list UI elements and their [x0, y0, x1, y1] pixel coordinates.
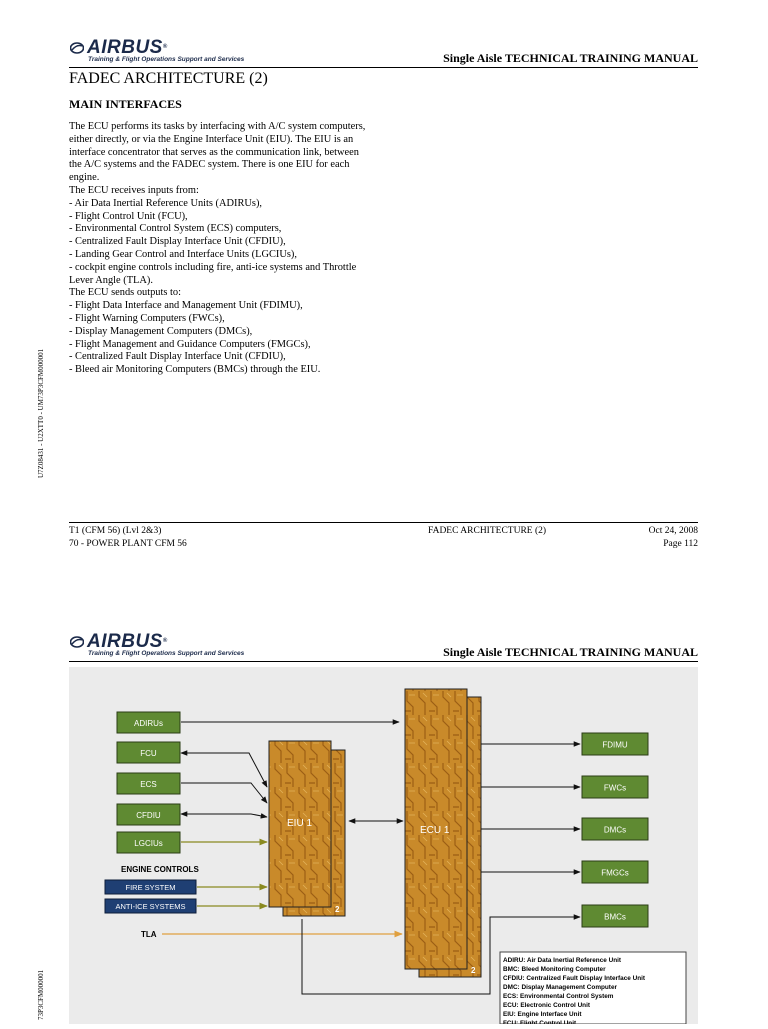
legend-line: DMC: Display Management Computer: [503, 984, 617, 991]
ecu-2-label: 2: [471, 966, 476, 975]
fadec-diagram: [69, 667, 698, 1024]
input-label: ADIRUs: [134, 719, 163, 728]
airbus-logo-2: AIRBUS® Training & Flight Operations Support and Services: [70, 632, 244, 657]
margin-code: U7Z08431 - U2XTT0 - UM73P3CFM000001: [37, 348, 45, 478]
output-label: FMGCs: [601, 868, 629, 878]
manual-title: Single Aisle TECHNICAL TRAINING MANUAL: [443, 51, 698, 65]
eiu-1-label: EIU 1: [287, 818, 313, 829]
body-line: - Display Management Computers (DMCs),: [69, 325, 253, 337]
body-text: [69, 121, 389, 377]
section-heading: MAIN INTERFACES: [69, 97, 182, 111]
eiu-2-label: 2: [335, 905, 340, 914]
output-label: FDIMU: [602, 740, 628, 750]
body-line: - Environmental Control System (ECS) computers,: [69, 223, 282, 235]
legend-line: FCU: Flight Control Unit: [503, 1020, 577, 1024]
airbus-mark-icon: [70, 636, 84, 648]
ecs-arrow: [181, 783, 267, 803]
header-rule: [69, 67, 698, 68]
airbus-logo: AIRBUS® Training & Flight Operations Support and Services: [70, 38, 244, 63]
body-line: - Centralized Fault Display Interface Unit (CFDIU),: [69, 236, 286, 248]
body-line: - cockpit engine controls including fire, anti-ice systems and Throttle: [69, 261, 357, 273]
body-line: The ECU performs its tasks by interfacing with A/C system computers,: [69, 121, 366, 132]
logo-brand: AIRBUS: [87, 631, 163, 652]
footer-page: Page 112: [663, 539, 698, 549]
body-line: - Flight Warning Computers (FWCs),: [69, 312, 225, 324]
manual-title-2: Single Aisle TECHNICAL TRAINING MANUAL: [443, 645, 698, 659]
input-label: CFDIU: [136, 811, 161, 820]
cfdiu-arrow: [181, 814, 267, 817]
footer-right: [649, 525, 698, 551]
legend-line: ADIRU: Air Data Inertial Reference Unit: [503, 957, 622, 964]
body-line: either directly, or via the Engine Interface Unit (EIU). The EIU is an: [69, 133, 354, 145]
footer-chapter: 70 - POWER PLANT CFM 56: [69, 539, 187, 549]
control-label: FIRE SYSTEM: [125, 883, 176, 892]
body-line: engine.: [69, 172, 100, 184]
control-label: ANTI-ICE SYSTEMS: [115, 902, 186, 911]
footer-left: [69, 525, 187, 551]
output-label: DMCs: [603, 825, 627, 835]
fadec-diagram-svg: [69, 667, 698, 1024]
legend-line: CFDIU: Centralized Fault Display Interface Unit: [503, 975, 646, 982]
body-line: - Bleed air Monitoring Computers (BMCs) through the EIU.: [69, 364, 321, 376]
header-rule-2: [69, 661, 698, 662]
legend-line: BMC: Bleed Monitoring Computer: [503, 966, 606, 973]
footer-date: Oct 24, 2008: [648, 526, 698, 536]
body-line: interface concentrator that serves as the communication link, between: [69, 146, 359, 158]
legend-line: ECS: Environmental Control System: [503, 993, 614, 1000]
fcu-arrow: [181, 753, 267, 787]
body-line: - Air Data Inertial Reference Units (ADIRUs),: [69, 197, 263, 209]
output-label: FWCs: [603, 783, 627, 793]
page-title: FADEC ARCHITECTURE (2): [69, 70, 268, 87]
footer-rule: [69, 522, 698, 523]
input-label: LGCIUs: [134, 839, 163, 848]
input-label: ECS: [140, 780, 157, 789]
logo-tagline: Training & Flight Operations Support and Services: [88, 56, 245, 63]
margin-code-2: 73P3CFM000001: [37, 969, 45, 1020]
ecu-1-label: ECU 1: [420, 825, 450, 836]
body-line: - Centralized Fault Display Interface Unit (CFDIU),: [69, 351, 286, 363]
body-line: Lever Angle (TLA).: [69, 274, 153, 286]
tla-label: TLA: [141, 930, 157, 939]
legend-line: ECU: Electronic Control Unit: [503, 1002, 590, 1009]
legend-line: EIU: Engine Interface Unit: [503, 1011, 582, 1018]
body-line: The ECU receives inputs from:: [69, 184, 199, 196]
airbus-mark-icon: [70, 42, 84, 54]
footer-center: FADEC ARCHITECTURE (2): [428, 526, 547, 536]
body-line: - Flight Data Interface and Management Unit (FDIMU),: [69, 300, 303, 312]
footer-course: T1 (CFM 56) (Lvl 2&3): [69, 526, 162, 536]
output-label: BMCs: [604, 912, 626, 922]
engine-controls-label: ENGINE CONTROLS: [121, 865, 199, 874]
body-line: - Landing Gear Control and Interface Units (LGCIUs),: [69, 248, 297, 260]
body-line: The ECU sends outputs to:: [69, 287, 181, 299]
logo-tagline: Training & Flight Operations Support and Services: [88, 650, 245, 657]
body-line: - Flight Management and Guidance Computers (FMGCs),: [69, 338, 311, 350]
body-line: - Flight Control Unit (FCU),: [69, 210, 188, 222]
body-line: the A/C systems and the FADEC system. There is one EIU for each: [69, 159, 350, 171]
input-label: FCU: [140, 749, 157, 758]
logo-brand: AIRBUS: [87, 37, 163, 58]
